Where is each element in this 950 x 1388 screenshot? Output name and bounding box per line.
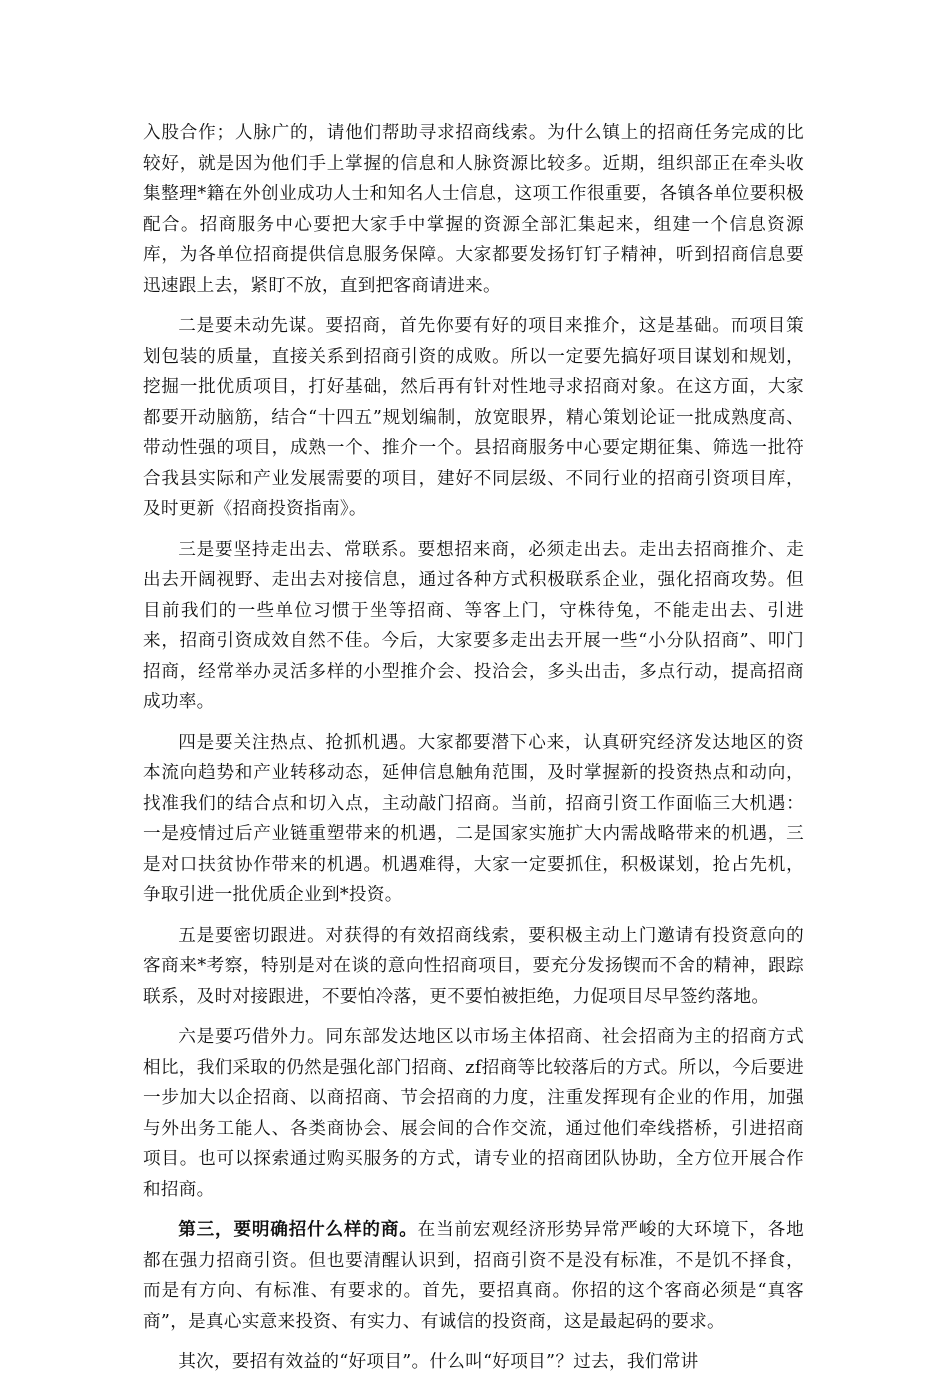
paragraph-text: 入股合作；人脉广的，请他们帮助寻求招商线索。为什么镇上的招商任务完成的比较好，就是因为他们手上掌握的信息和人脉资源比较多。近期，组织部正在牵头收集整理*籍在外创业成功人士和知名人士信息，这项工作很重要，各镇各单位要积极配合。招商服务中心要把大家手中掌握的资源全部汇集起来，组建一个信息资源库，为各单位招商提供信息服务保障。大家都要发扬钉钉子精神，听到招商信息要迅速跟上去，紧盯不放，直到把客商请进来。 bbox=[143, 123, 804, 296]
paragraph-text: 二是要未动先谋。要招商，首先你要有好的项目来推介，这是基础。而项目策划包装的质量，直接关系到招商引资的成败。所以一定要先搞好项目谋划和规划，挖掘一批优质项目，打好基础，然后再有针对性地寻求招商对象。在这方面，大家都要开动脑筋，结合“十四五”规划编制，放宽眼界，精心策划论证一批成熟度高、带动性强的项目，成熟一个、推介一个。县招商服务中心要定期征集、筛选一批符合我县实际和产业发展需要的项目，建好不同层级、不同行业的招商引资项目库，及时更新《招商投资指南》。 bbox=[143, 316, 804, 519]
section-heading-lead: 第三，要明确招什么样的商。 bbox=[178, 1219, 418, 1240]
document-body bbox=[143, 118, 804, 1388]
paragraph-good-projects bbox=[143, 1347, 804, 1378]
paragraph-project-planning bbox=[143, 311, 804, 525]
paragraph-text: 三是要坚持走出去、常联系。要想招来商，必须走出去。走出去招商推介、走出去开阔视野、走出去对接信息，通过各种方式积极联系企业，强化招商攻势。但目前我们的一些单位习惯于坐等招商、等客上门，守株待兔，不能走出去、引进来，招商引资成效自然不佳。今后，大家要多走出去开展一些“小分队招商”、叩门招商，经常举办灵活多样的小型推介会、投洽会，多头出击，多点行动，提高招商成功率。 bbox=[143, 539, 804, 712]
paragraph-go-out bbox=[143, 535, 804, 718]
paragraph-external-help bbox=[143, 1022, 804, 1205]
paragraph-text: 四是要关注热点、抢抓机遇。大家都要潜下心来，认真研究经济发达地区的资本流向趋势和产业转移动态，延伸信息触角范围，及时掌握新的投资热点和动向，找准我们的结合点和切入点，主动敲门招商。当前，招商引资工作面临三大机遇：一是疫情过后产业链重塑带来的机遇，二是国家实施扩大内需战略带来的机遇，三是对口扶贫协作带来的机遇。机遇难得，大家一定要抓住，积极谋划，抢占先机，争取引进一批优质企业到*投资。 bbox=[143, 732, 804, 905]
paragraph-text: 五是要密切跟进。对获得的有效招商线索，要积极主动上门邀请有投资意向的客商来*考察，特别是对在谈的意向性招商项目，要充分发扬锲而不舍的精神，跟踪联系，及时对接跟进，不要怕冷落，更不要怕被拒绝，力促项目尽早签约落地。 bbox=[143, 925, 804, 1007]
paragraph-continuation bbox=[143, 118, 804, 301]
paragraph-follow-up bbox=[143, 921, 804, 1013]
paragraph-section-three bbox=[143, 1215, 804, 1337]
paragraph-text: 六是要巧借外力。同东部发达地区以市场主体招商、社会招商为主的招商方式相比，我们采取的仍然是强化部门招商、zf招商等比较落后的方式。所以，今后要进一步加大以企招商、以商招商、节会招商的力度，注重发挥现有企业的作用，加强与外出务工能人、各类商协会、展会间的合作交流，通过他们牵线搭桥，引进招商项目。也可以探索通过购买服务的方式，请专业的招商团队协助，全方位开展合作和招商。 bbox=[143, 1027, 804, 1200]
paragraph-text: 在当前宏观经济形势异常严峻的大环境下，各地都在强力招商引资。但也要清醒认识到，招商引资不是没有标准，不是饥不择食，而是有方向、有标准、有要求的。首先，要招真商。你招的这个客商必须是“真客商”，是真心实意来投资、有实力、有诚信的投资商，这是最起码的要求。 bbox=[143, 1220, 804, 1332]
paragraph-opportunities bbox=[143, 728, 804, 911]
paragraph-text: 其次，要招有效益的“好项目”。什么叫“好项目”？过去，我们常讲 bbox=[178, 1352, 699, 1372]
